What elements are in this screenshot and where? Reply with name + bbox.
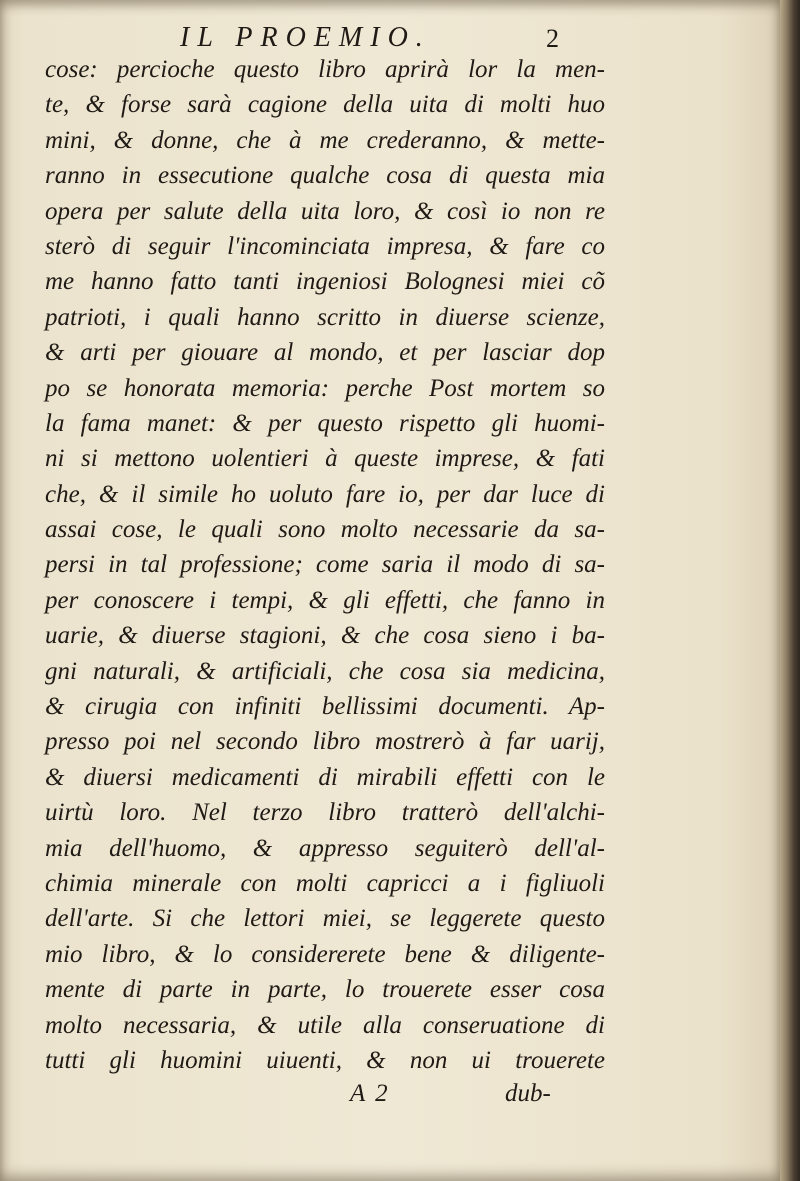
text-line: uirtù loro. Nel terzo libro tratterò dell'alchi- (45, 799, 605, 827)
text-line: gni naturali, & artificiali, che cosa sia medicina, (45, 657, 605, 685)
text-line: dell'arte. Si che lettori miei, se leggerete questo (45, 905, 605, 933)
text-line: mini, & donne, che à me crederanno, & mette- (45, 126, 605, 154)
text-line: persi in tal professione; come saria il modo di sa- (45, 551, 605, 579)
page-number: 2 (546, 24, 559, 53)
text-line: mia dell'huomo, & appresso seguiterò dell'al- (45, 834, 605, 862)
text-line: molto necessaria, & utile alla conseruatione di (45, 1011, 605, 1039)
signature-mark: A 2 (350, 1080, 390, 1107)
text-line: & diuersi medicamenti di mirabili effetti con le (45, 763, 605, 791)
text-line: cose: percioche questo libro aprirà lor la men- (45, 56, 605, 83)
running-header: IL PROEMIO. (180, 22, 431, 53)
text-line: la fama manet: & per questo rispetto gli huomi- (45, 409, 605, 437)
body-text (45, 52, 605, 1078)
text-line: uarie, & diuerse stagioni, & che cosa sieno i ba- (45, 622, 605, 650)
text-line: patrioti, i quali hanno scritto in diuerse scienze, (45, 303, 605, 331)
text-line: assai cose, le quali sono molto necessarie da sa- (45, 516, 605, 544)
text-line: me hanno fatto tanti ingeniosi Bolognesi miei cõ (45, 268, 605, 296)
text-line: che, & il simile ho uoluto fare io, per dar luce di (45, 480, 605, 508)
text-line: & arti per giouare al mondo, et per lasciar dop (45, 339, 605, 367)
text-line: mente di parte in parte, lo trouerete esser cosa (45, 976, 605, 1004)
catchword: dub- (505, 1080, 551, 1107)
text-line: opera per salute della uita loro, & così io non re (45, 197, 605, 225)
text-line: mio libro, & lo considererete bene & diligente- (45, 940, 605, 968)
text-line: te, & forse sarà cagione della uita di molti huo (45, 91, 605, 119)
text-line: sterò di seguir l'incominciata impresa, & fare co (45, 232, 605, 260)
text-line: ni si mettono uolentieri à queste imprese, & fati (45, 445, 605, 473)
text-line: & cirugia con infiniti bellissimi documenti. Ap- (45, 693, 605, 721)
text-line: po se honorata memoria: perche Post mortem so (45, 374, 605, 402)
book-edge (780, 0, 800, 1181)
text-line: chimia minerale con molti capricci a i figliuoli (45, 869, 605, 897)
text-line: per conoscere i tempi, & gli effetti, che fanno in (45, 586, 605, 614)
text-line: tutti gli huomini uiuenti, & non ui trouerete (45, 1046, 605, 1074)
text-line: presso poi nel secondo libro mostrerò à far uarij, (45, 728, 605, 756)
text-line: ranno in essecutione qualche cosa di questa mia (45, 162, 605, 190)
